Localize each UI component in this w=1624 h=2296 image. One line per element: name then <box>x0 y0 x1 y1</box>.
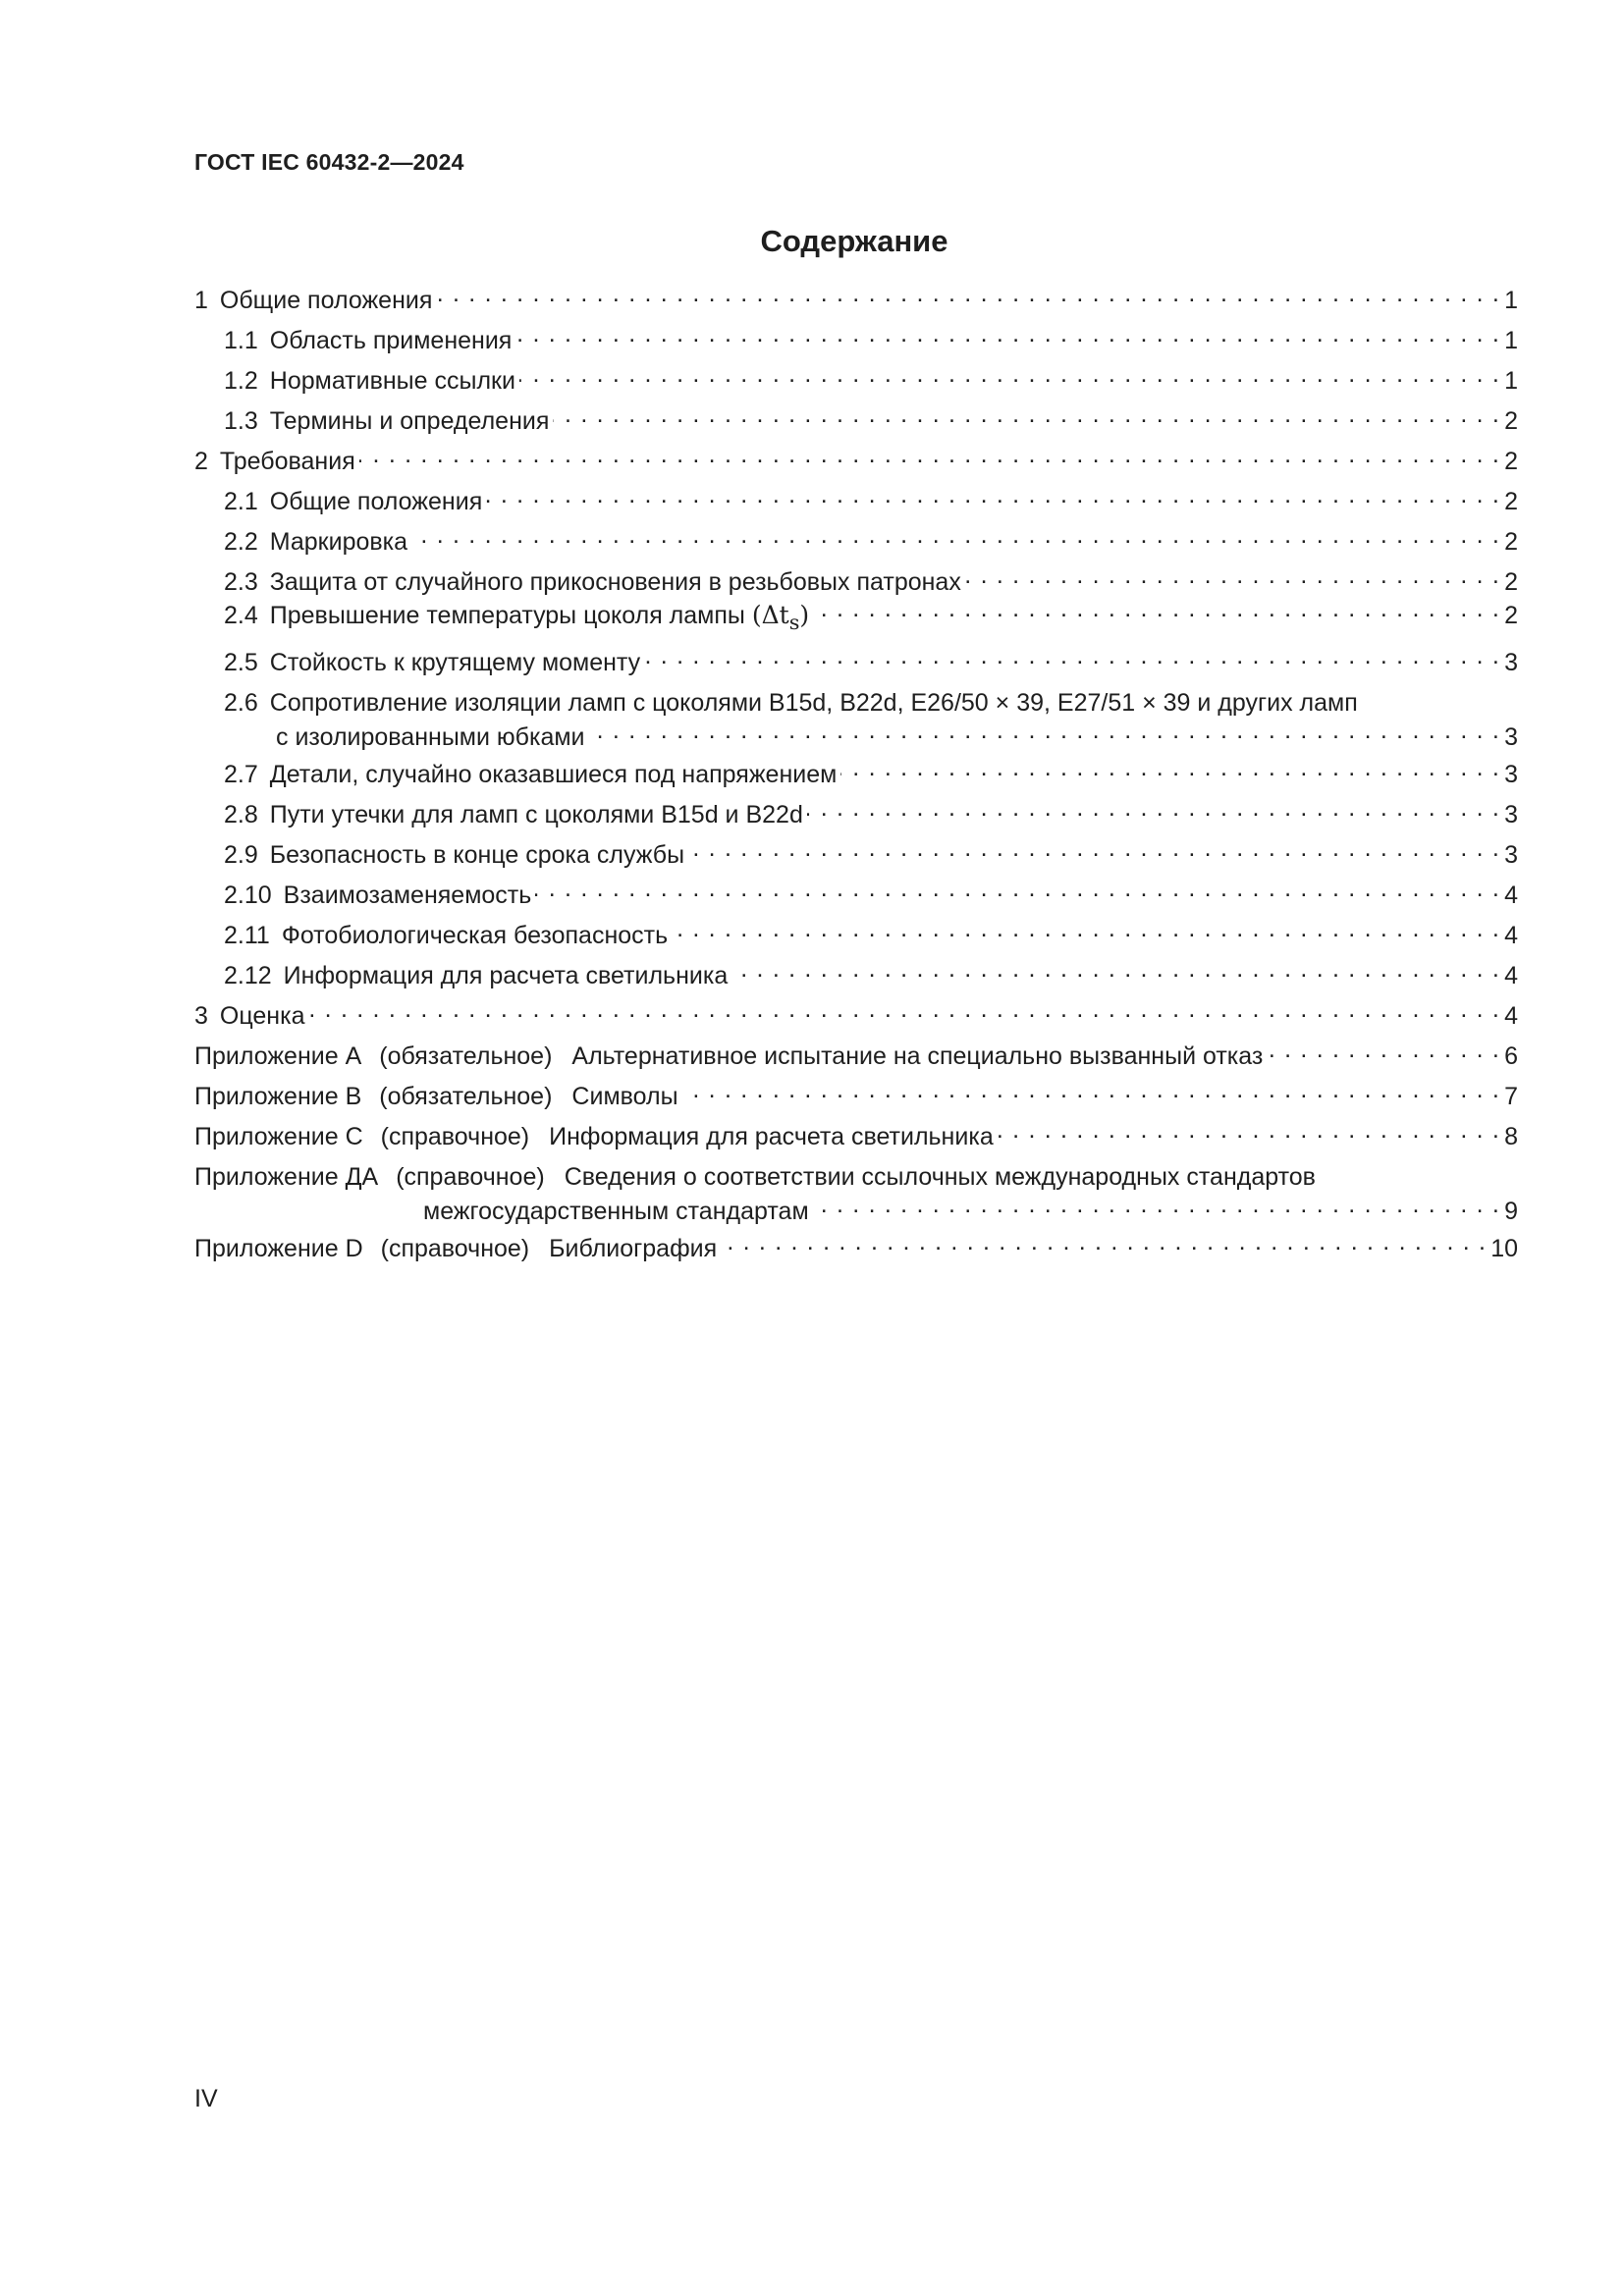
dot-leader <box>535 881 1500 903</box>
symbol-subscript: s <box>788 611 800 634</box>
toc-entry-1[interactable] <box>194 286 1518 315</box>
dot-leader <box>688 841 1500 863</box>
toc-text: Сведения о соответствии ссылочных международных стандартов <box>564 1163 1316 1191</box>
toc-entry-3[interactable] <box>194 1001 1518 1031</box>
toc-page: 3 <box>1504 649 1518 676</box>
toc-annex-da[interactable] <box>194 1162 1518 1226</box>
toc-page: 10 <box>1490 1235 1518 1262</box>
symbol-main: (Δt <box>751 601 789 629</box>
dot-leader <box>553 407 1500 429</box>
toc-entry-2-5[interactable] <box>194 648 1518 677</box>
toc-entry-2[interactable] <box>194 447 1518 476</box>
toc-page: 2 <box>1504 488 1518 515</box>
toc-number: 2 <box>194 448 208 475</box>
toc-entry-1-3[interactable] <box>194 406 1518 436</box>
toc-text: Символы <box>571 1083 678 1110</box>
page-number: IV <box>194 2085 218 2112</box>
dot-leader <box>807 801 1500 823</box>
toc-entry-2-10[interactable] <box>194 881 1518 910</box>
toc-text: Оценка <box>219 1002 305 1030</box>
dot-leader <box>840 761 1500 782</box>
toc-entry-2-11[interactable] <box>194 921 1518 950</box>
toc-text: Безопасность в конце срока службы <box>269 841 685 869</box>
dot-leader <box>359 448 1500 469</box>
dot-leader <box>519 367 1500 389</box>
toc-entry-2-1[interactable] <box>194 487 1518 516</box>
toc-entry-2-8[interactable] <box>194 800 1518 829</box>
annex-label: Приложение D <box>194 1235 363 1262</box>
annex-label: Приложение А <box>194 1042 362 1070</box>
annex-status: (справочное) <box>380 1235 530 1262</box>
toc-entry-1-1[interactable] <box>194 326 1518 355</box>
toc-page: 3 <box>1504 723 1518 751</box>
dot-leader <box>813 602 1500 623</box>
toc-entry-2-7[interactable] <box>194 760 1518 789</box>
symbol-close: ) <box>799 601 810 629</box>
dot-leader <box>436 287 1500 308</box>
annex-label: Приложение С <box>194 1123 363 1150</box>
toc-text: Пути утечки для ламп с цоколями B15d и B22d <box>269 801 803 828</box>
annex-status: (справочное) <box>396 1163 545 1191</box>
toc-text-continued: межгосударственным стандартам <box>423 1198 809 1225</box>
toc-annex-a[interactable] <box>194 1041 1518 1071</box>
dot-leader <box>721 1235 1487 1256</box>
toc-text: Маркировка <box>269 528 408 556</box>
toc-page: 7 <box>1504 1083 1518 1110</box>
toc-page: 9 <box>1504 1198 1518 1225</box>
toc-title: Содержание <box>760 224 948 258</box>
toc-text: Библиография <box>549 1235 718 1262</box>
toc-page: 4 <box>1504 1002 1518 1030</box>
toc-text: Общие положения <box>269 488 483 515</box>
toc-text: Термины и определения <box>269 407 550 435</box>
toc-entry-2-2[interactable] <box>194 527 1518 557</box>
toc-page: 2 <box>1504 528 1518 556</box>
annex-status: (справочное) <box>380 1123 530 1150</box>
toc-page: 1 <box>1504 327 1518 354</box>
toc-page: 2 <box>1504 568 1518 596</box>
toc-text-continued: с изолированными юбками <box>276 723 585 751</box>
toc-text: Информация для расчета светильника <box>283 962 729 989</box>
toc-annex-d[interactable] <box>194 1234 1518 1263</box>
dot-leader <box>682 1083 1501 1104</box>
toc-entry-1-2[interactable] <box>194 366 1518 396</box>
annex-label: Приложение ДА <box>194 1163 379 1191</box>
dot-leader <box>589 723 1501 745</box>
toc-number: 2.1 <box>224 488 258 515</box>
dot-leader <box>965 568 1500 590</box>
dot-leader <box>731 962 1500 984</box>
toc-number: 2.8 <box>224 801 258 828</box>
annex-label: Приложение В <box>194 1083 362 1110</box>
toc-entry-2-12[interactable] <box>194 961 1518 990</box>
toc-page: 1 <box>1504 287 1518 314</box>
toc-number: 2.9 <box>224 841 258 869</box>
toc-number: 2.4 <box>224 602 258 629</box>
toc-number: 2.7 <box>224 761 258 788</box>
toc-page: 8 <box>1504 1123 1518 1150</box>
dot-leader <box>813 1198 1500 1219</box>
annex-status: (обязательное) <box>379 1042 553 1070</box>
dot-leader <box>411 528 1500 550</box>
toc-text: Требования <box>219 448 355 475</box>
toc-annex-c[interactable] <box>194 1122 1518 1151</box>
toc-number: 2.3 <box>224 568 258 596</box>
toc-page: 1 <box>1504 367 1518 395</box>
toc-page: 4 <box>1504 922 1518 949</box>
toc-text: Превышение температуры цоколя лампы <box>269 602 745 629</box>
toc-number: 2.6 <box>224 689 258 717</box>
annex-status: (обязательное) <box>379 1083 553 1110</box>
toc-page: 6 <box>1504 1042 1518 1070</box>
toc-page: 4 <box>1504 962 1518 989</box>
toc-text: Общие положения <box>219 287 433 314</box>
toc-text: Взаимозаменяемость <box>283 881 532 909</box>
toc-text: Стойкость к крутящему моменту <box>269 649 641 676</box>
toc-page: 2 <box>1504 448 1518 475</box>
toc-number: 1.3 <box>224 407 258 435</box>
toc-text: Фотобиологическая безопасность <box>281 922 669 949</box>
toc-number: 1 <box>194 287 208 314</box>
toc-number: 2.2 <box>224 528 258 556</box>
document-code: ГОСТ IEC 60432-2—2024 <box>194 149 464 175</box>
dot-leader <box>515 327 1500 348</box>
toc-annex-b[interactable] <box>194 1082 1518 1111</box>
delta-t-symbol <box>752 601 809 637</box>
toc-page: 3 <box>1504 801 1518 828</box>
dot-leader <box>672 922 1500 943</box>
toc-page: 3 <box>1504 841 1518 869</box>
toc-page: 2 <box>1504 407 1518 435</box>
toc-text: Нормативные ссылки <box>269 367 515 395</box>
toc-number: 2.5 <box>224 649 258 676</box>
toc-text: Информация для расчета светильника <box>549 1123 994 1150</box>
toc-entry-2-4[interactable] <box>194 601 1518 637</box>
dot-leader <box>309 1002 1501 1024</box>
toc-number: 2.11 <box>224 922 270 949</box>
dot-leader <box>644 649 1500 670</box>
toc-entry-2-9[interactable] <box>194 840 1518 870</box>
toc-page: 3 <box>1504 761 1518 788</box>
toc-number: 1.2 <box>224 367 258 395</box>
toc-number: 2.10 <box>224 881 272 909</box>
toc-text: Сопротивление изоляции ламп с цоколями B15d, B22d, E26/50 × 39, E27/51 × 39 и других ламп <box>269 689 1358 717</box>
toc-entry-2-3[interactable] <box>194 567 1518 597</box>
dot-leader <box>998 1123 1500 1145</box>
dot-leader <box>1267 1042 1500 1064</box>
table-of-contents <box>194 286 1518 1274</box>
toc-text: Область применения <box>269 327 513 354</box>
toc-text: Детали, случайно оказавшиеся под напряжением <box>269 761 838 788</box>
toc-number: 3 <box>194 1002 208 1030</box>
toc-number: 1.1 <box>224 327 258 354</box>
dot-leader <box>486 488 1500 509</box>
toc-text: Альтернативное испытание на специально вызванный отказ <box>571 1042 1264 1070</box>
toc-entry-2-6[interactable] <box>194 688 1518 752</box>
toc-number: 2.12 <box>224 962 272 989</box>
toc-page: 2 <box>1504 602 1518 629</box>
toc-text: Защита от случайного прикосновения в резьбовых патронах <box>269 568 961 596</box>
toc-page: 4 <box>1504 881 1518 909</box>
